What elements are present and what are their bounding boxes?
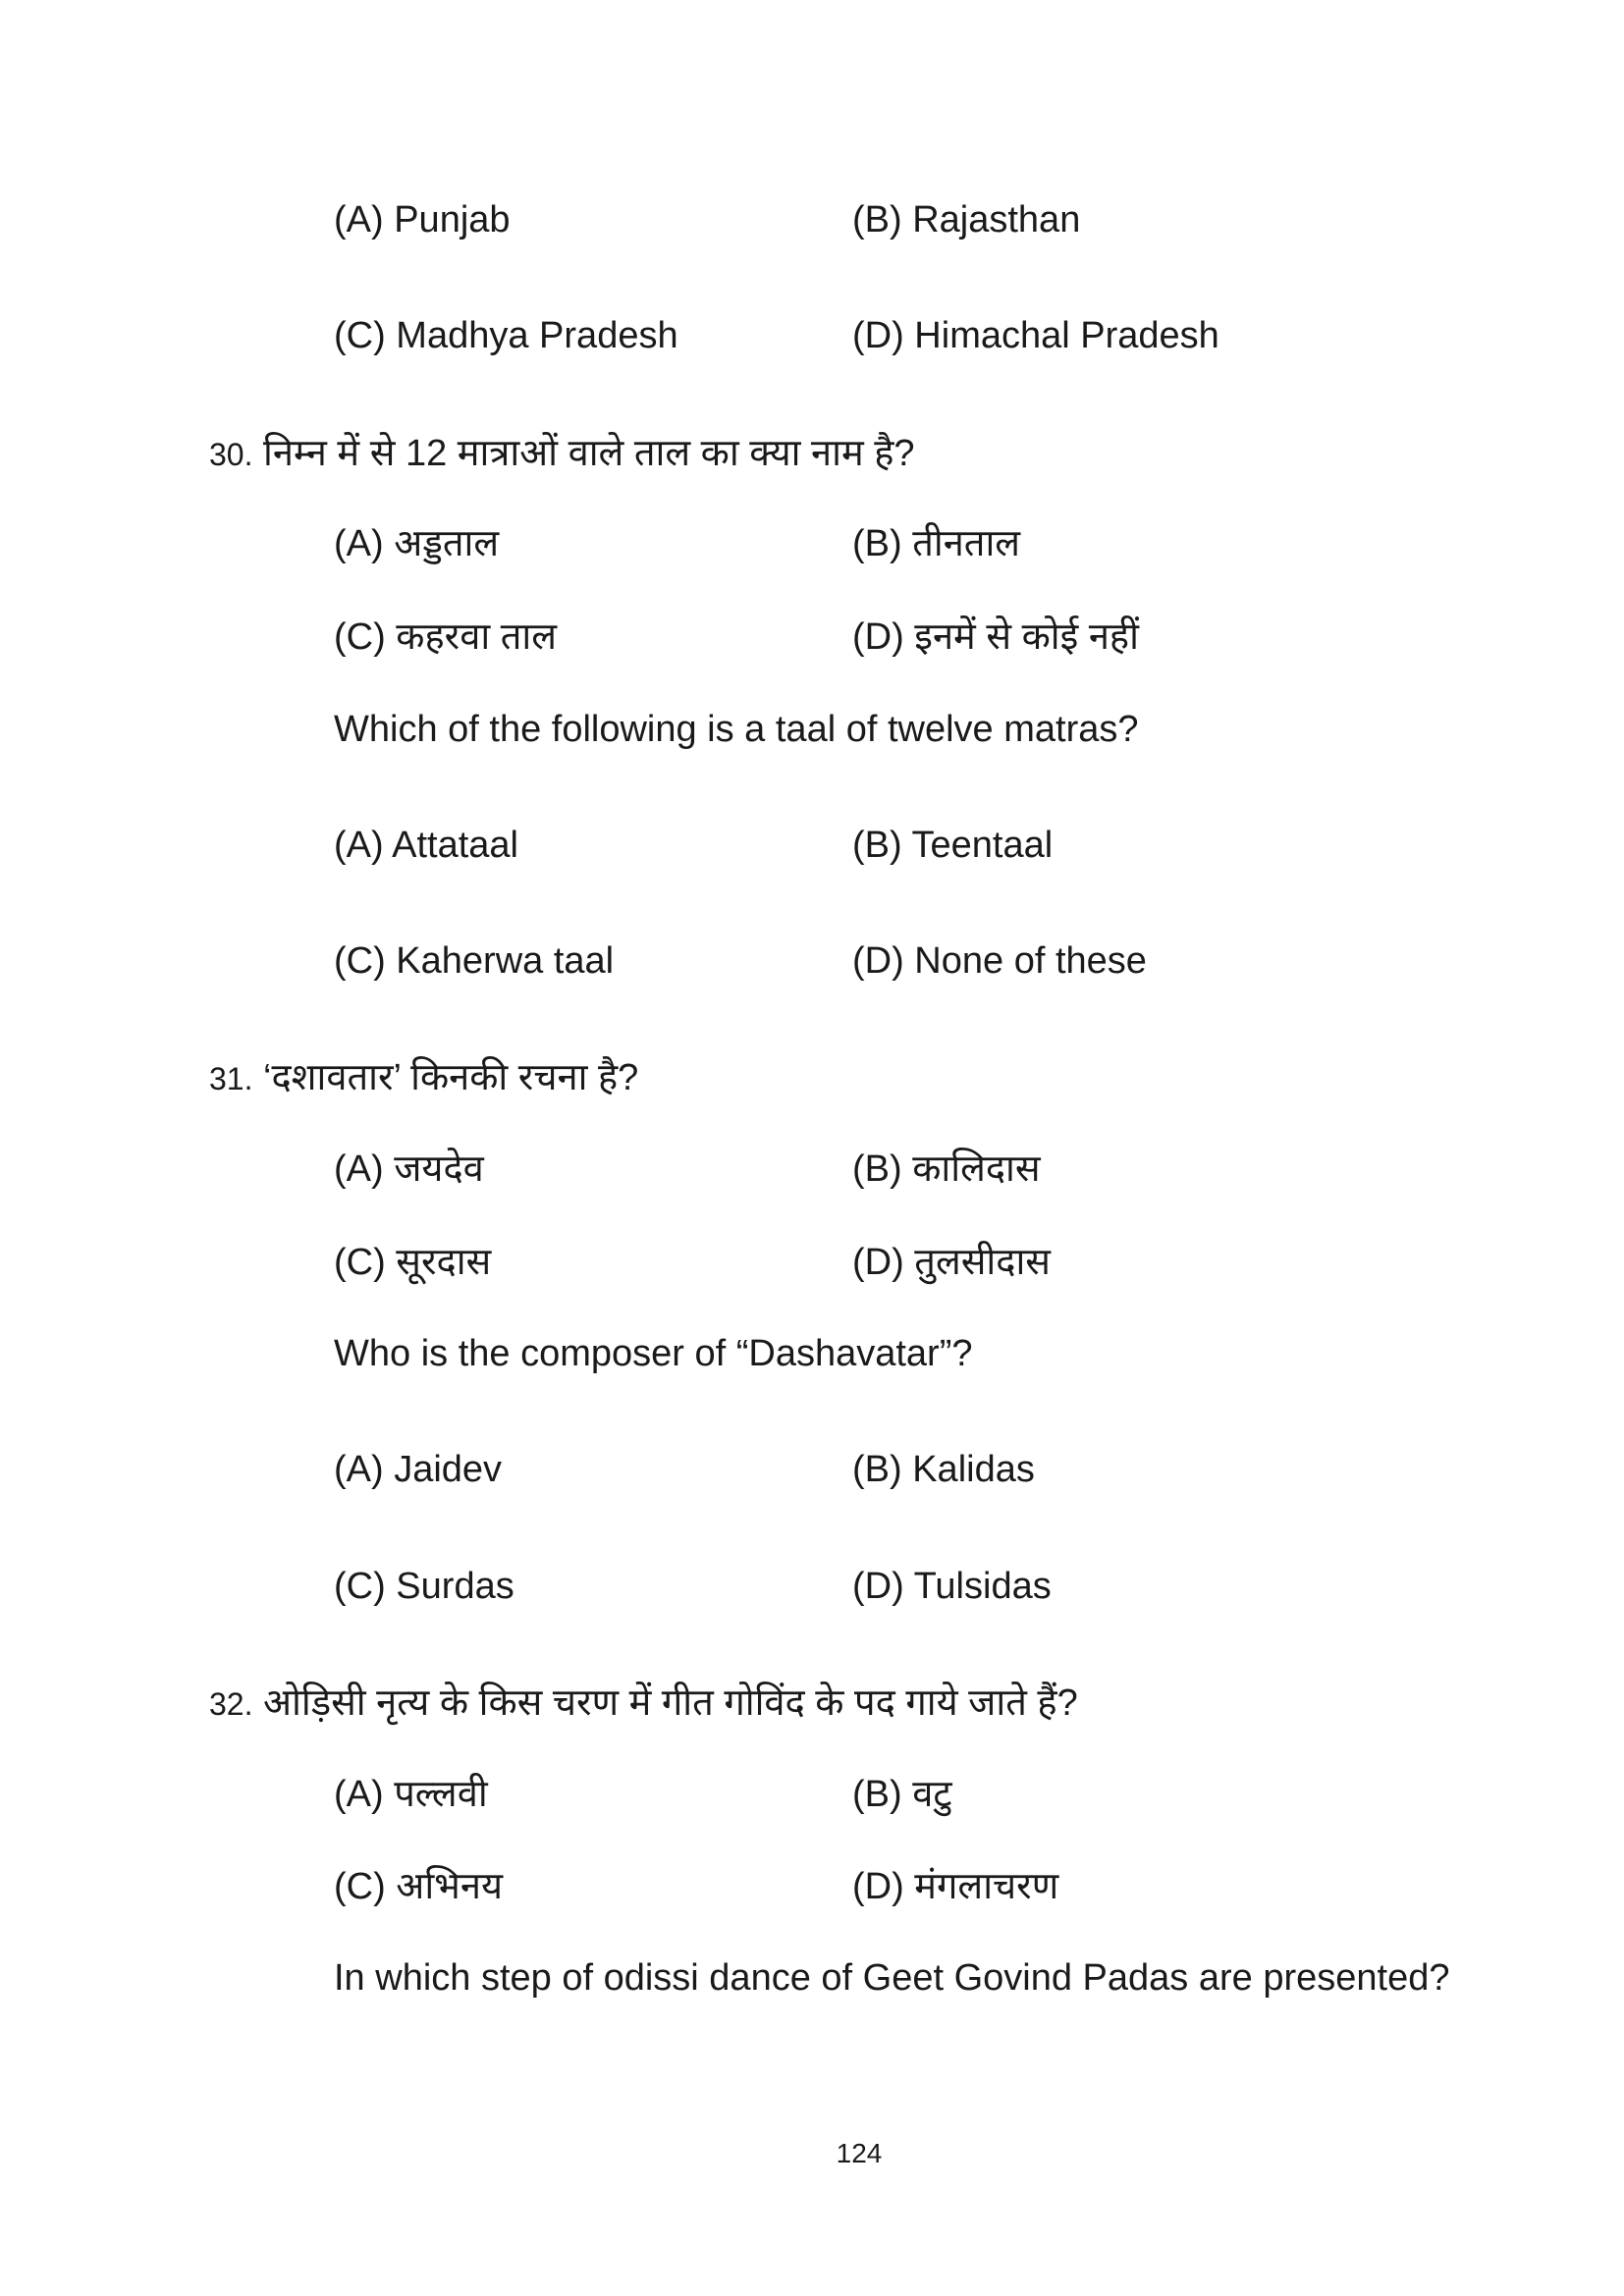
q32-number: 32. [209,1686,253,1722]
q32-hindi-text: ओड़िसी नृत्य के किस चरण में गीत गोविंद के पद गाये जाते हैं? [263,1682,1078,1724]
q31-hindi-text: ‘दशावतार’ किनकी रचना है? [263,1057,639,1098]
q30-hindi-question [209,435,915,472]
q30-english-option-d: (D) None of these [852,940,1147,982]
q32-hindi-option-b: (B) वटु [852,1774,952,1815]
q30-english-text: Which of the following is a taal of twelve matras? [334,709,1139,750]
q31-hindi-question [209,1059,638,1096]
q31-english-option-a: (A) Jaidev [334,1449,503,1490]
q32-english-text: In which step of odissi dance of Geet Govind Padas are presented? [334,1957,1450,1999]
q32-hindi-option-c: (C) अभिनय [334,1866,504,1907]
q30-hindi-option-a: (A) अड्डताल [334,523,500,564]
q30-hindi-option-d: (D) इनमें से कोई नहीं [852,616,1139,658]
q32-hindi-question [209,1684,1078,1722]
q31-hindi-option-a: (A) जयदेव [334,1148,484,1190]
q29-option-d: (D) Himachal Pradesh [852,315,1219,356]
q31-english-option-c: (C) Surdas [334,1566,514,1607]
q31-number: 31. [209,1061,253,1096]
q31-hindi-option-b: (B) कालिदास [852,1148,1041,1190]
q31-english-text: Who is the composer of “Dashavatar”? [334,1333,973,1374]
q31-hindi-option-d: (D) तुलसीदास [852,1242,1051,1283]
q29-option-a: (A) Punjab [334,199,511,240]
q30-english-option-a: (A) Attataal [334,825,518,866]
q32-hindi-option-d: (D) मंगलाचरण [852,1866,1059,1907]
q30-hindi-option-b: (B) तीनताल [852,523,1021,564]
q29-option-c: (C) Madhya Pradesh [334,315,678,356]
page-number: 124 [836,2138,883,2168]
q31-english-option-b: (B) Kalidas [852,1449,1035,1490]
q31-english-option-d: (D) Tulsidas [852,1566,1052,1607]
q32-hindi-option-a: (A) पल्लवी [334,1774,488,1815]
q30-hindi-text: निम्न में से 12 मात्राओं वाले ताल का क्या नाम है? [263,433,915,474]
q30-number: 30. [209,437,253,472]
q30-english-option-c: (C) Kaherwa taal [334,940,615,982]
q31-hindi-option-c: (C) सूरदास [334,1242,492,1283]
q30-english-option-b: (B) Teentaal [852,825,1054,866]
q30-hindi-option-c: (C) कहरवा ताल [334,616,558,658]
q29-option-b: (B) Rajasthan [852,199,1081,240]
